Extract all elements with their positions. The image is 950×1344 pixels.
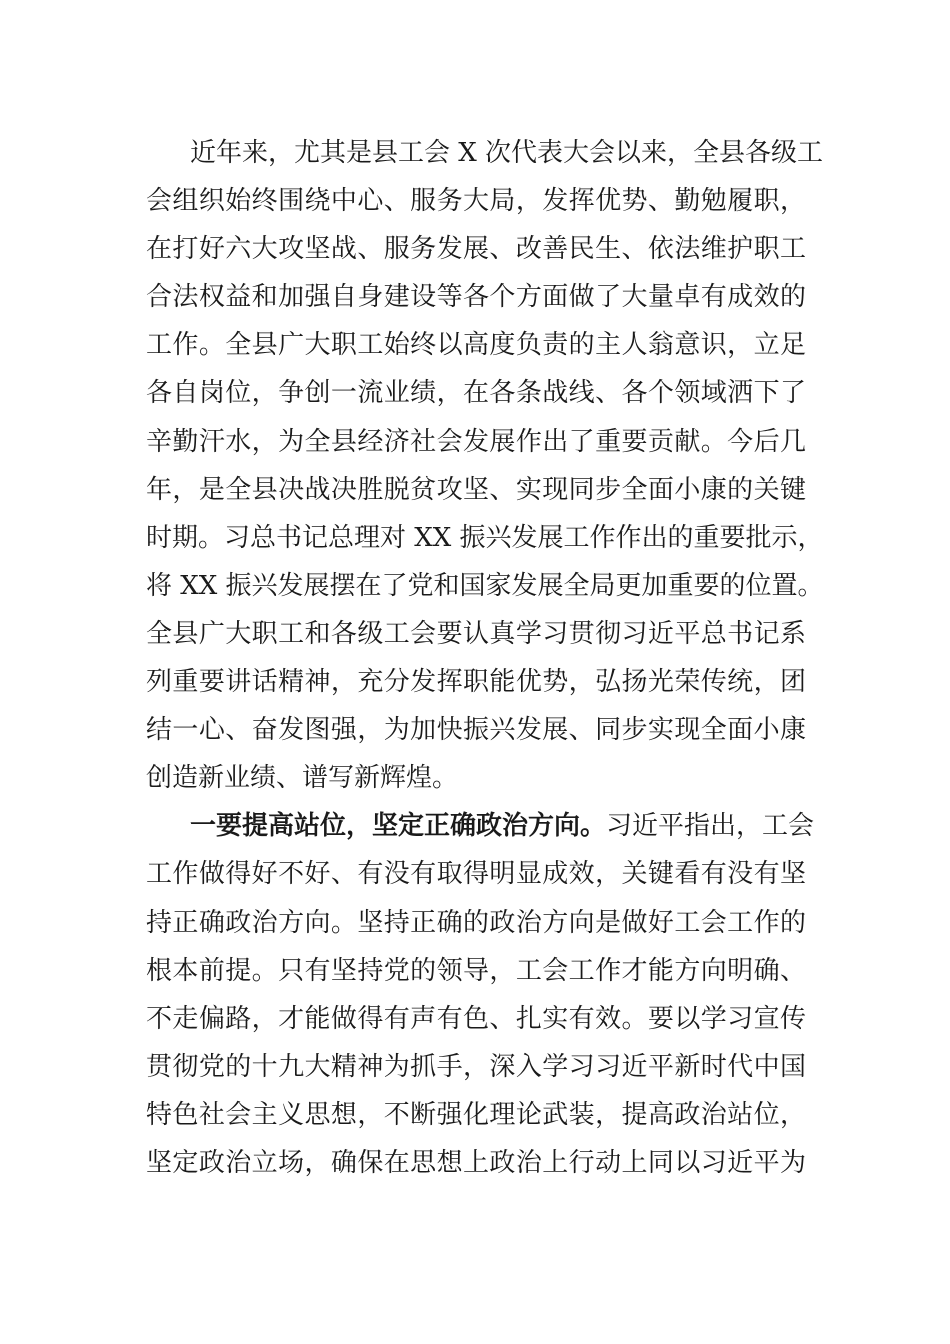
paragraph-intro <box>146 129 824 802</box>
text-line: 时期。习总书记总理对 XX 振兴发展工作作出的重要批示， <box>146 522 824 553</box>
text-line: 贯彻党的十九大精神为抓手，深入学习习近平新时代中国 <box>146 1051 806 1082</box>
text-line: 列重要讲话精神，充分发挥职能优势，弘扬光荣传统，团 <box>146 667 806 698</box>
text-line: 特色社会主义思想，不断强化理论武装，提高政治站位， <box>146 1099 806 1130</box>
text-line: 坚定政治立场，确保在思想上政治上行动上同以习近平为 <box>146 1147 806 1178</box>
text-span: 习近平指出，工会 <box>606 811 815 842</box>
paragraph-political-direction <box>146 802 815 1187</box>
text-line: 会组织始终围绕中心、服务大局，发挥优势、勤勉履职， <box>146 186 806 217</box>
text-line: 根本前提。只有坚持党的领导，工会工作才能方向明确、 <box>146 955 806 986</box>
text-line: 年，是全县决战决胜脱贫攻坚、实现同步全面小康的关键 <box>146 474 806 505</box>
text-line: 创造新业绩、谱写新辉煌。 <box>146 763 459 794</box>
text-line: 将 XX 振兴发展摆在了党和国家发展全局更加重要的位置。 <box>146 570 824 601</box>
text-line: 工作。全县广大职工始终以高度负责的主人翁意识，立足 <box>146 330 806 361</box>
text-line: 全县广大职工和各级工会要认真学习贯彻习近平总书记系 <box>146 618 806 649</box>
text-line: 持正确政治方向。坚持正确的政治方向是做好工会工作的 <box>146 907 806 938</box>
text-line: 工作做得好不好、有没有取得明显成效，关键看有没有坚 <box>146 859 806 890</box>
text-line: 辛勤汗水，为全县经济社会发展作出了重要贡献。今后几 <box>146 426 806 457</box>
document-body <box>146 129 824 1187</box>
text-line: 不走偏路，才能做得有声有色、扎实有效。要以学习宣传 <box>146 1003 806 1034</box>
text-line: 结一心、奋发图强，为加快振兴发展、同步实现全面小康 <box>146 715 806 746</box>
section-heading: 一要提高站位，坚定正确政治方向。 <box>190 811 607 842</box>
text-line: 近年来，尤其是县工会 X 次代表大会以来，全县各级工 <box>190 138 824 168</box>
text-line <box>146 802 815 850</box>
text-line: 合法权益和加强自身建设等各个方面做了大量卓有成效的 <box>146 282 806 313</box>
text-line: 各自岗位，争创一流业绩，在各条战线、各个领域洒下了 <box>146 378 806 409</box>
text-line: 在打好六大攻坚战、服务发展、改善民生、依法维护职工 <box>146 234 806 265</box>
